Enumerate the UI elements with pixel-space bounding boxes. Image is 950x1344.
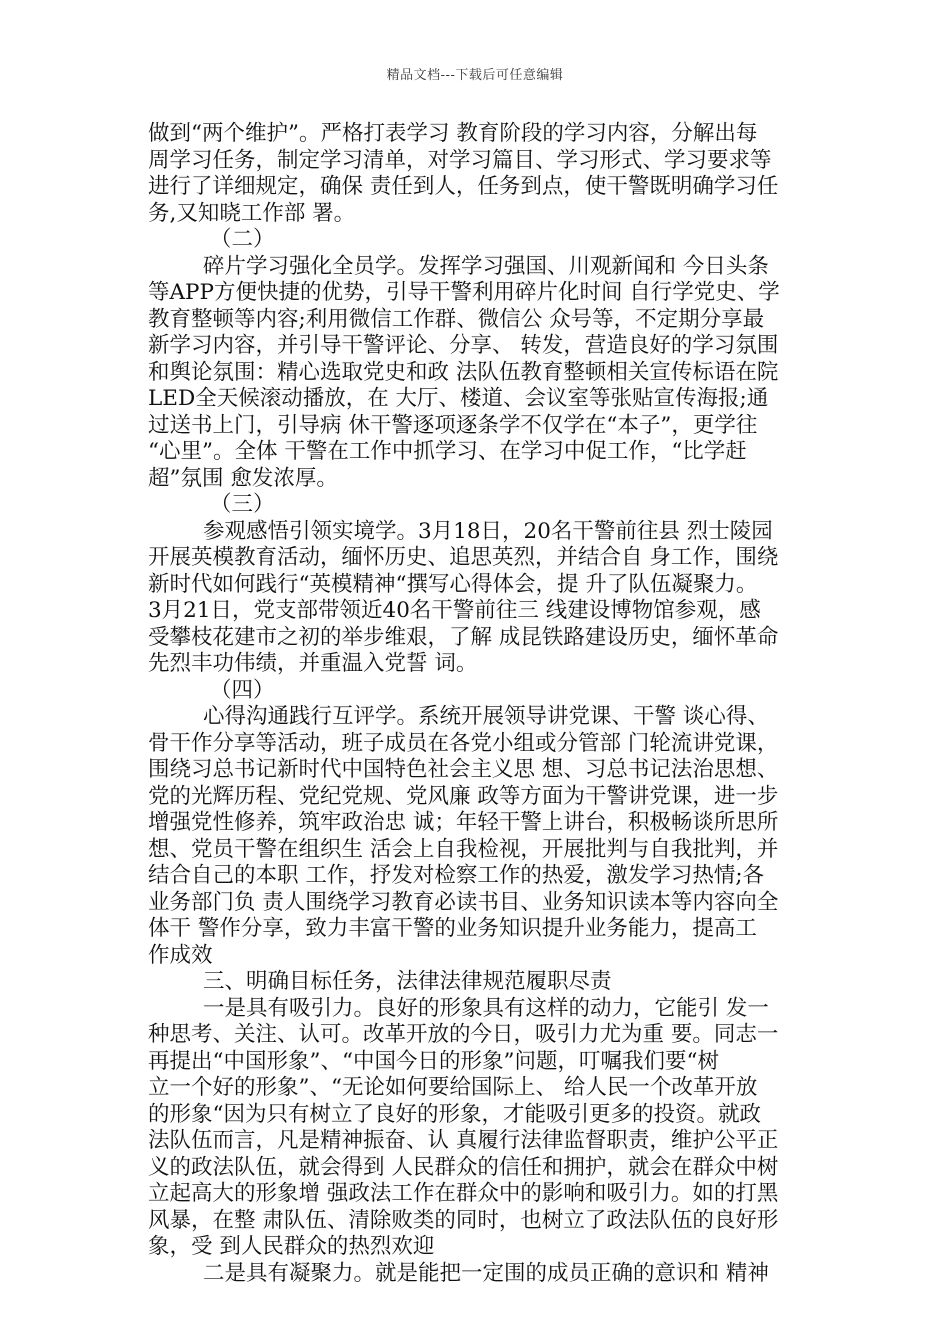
text-line: 二是具有凝聚力。就是能把一定围的成员正确的意识和 精神 (203, 1260, 769, 1286)
page-header: 精品文档---下载后可任意编辑 (386, 68, 564, 83)
text-line: 受攀枝花建市之初的举步维艰，了解 成昆铁路建设历史，缅怀革命 (148, 624, 779, 650)
text-line: （三） (210, 492, 275, 517)
text-line: “心里”。全体 干警在工作中抓学习、在学习中促工作，“比学赶 (148, 439, 747, 464)
text-line: 象，受 到人民群众的热烈欢迎 (148, 1234, 435, 1259)
text-line: 进行了详细规定，确保 责任到人，任务到点，使干警既明确学习任 (148, 174, 779, 199)
text-line: 法队伍而言，凡是精神振奋、认 真履行法律监督职责，维护公平正 (148, 1128, 779, 1153)
text-line: 务,又知晓工作部 署。 (148, 200, 356, 226)
text-line: 教育整顿等内容;利用微信工作群、微信公 众号等，不定期分享最 (148, 306, 765, 332)
text-line: （二） (210, 227, 275, 252)
text-line: 等APP方便快捷的优势，引导干警利用碎片化时间 自行学党史、学 (148, 280, 780, 305)
text-line: 业务部门负 责人围绕学习教育必读书目、业务知识读本等内容向全 (148, 889, 779, 915)
text-line: 新时代如何践行“英模精神“撰写心得体会，提 升了队伍凝聚力。 (148, 571, 758, 597)
text-line: 开展英模教育活动，缅怀历史、追思英烈，并结合自 身工作，围绕 (148, 545, 779, 570)
text-line: 的形象“因为只有树立了良好的形象，才能吸引更多的投资。就政 (148, 1101, 761, 1127)
text-line: 体干 警作分享，致力丰富干警的业务知识提升业务能力，提高工 (148, 916, 757, 941)
text-line: 参观感悟引领实境学。3月18日，20名干警前往县 烈士陵园 (203, 518, 773, 544)
text-line: 碎片学习强化全员学。发挥学习强国、川观新闻和 今日头条 (203, 253, 769, 279)
text-line: 过送书上门，引导病 休干警逐项逐条学不仅学在“本子”，更学往 (148, 412, 758, 438)
text-line: 义的政法队伍，就会得到 人民群众的信任和拥护，就会在群众中树 (148, 1154, 779, 1180)
text-line: 再提出“中国形象”、“中国今日的形象”问题，叮嘱我们要“树 (148, 1048, 719, 1074)
text-line: 三、明确目标任务，法律法律规范履职尽责 (203, 969, 612, 994)
text-line: 立起高大的形象增 强政法工作在群众中的影响和吸引力。如的打黑 (148, 1181, 779, 1206)
text-line: 超”氛围 愈发浓厚。 (148, 465, 338, 491)
text-line: 种思考、关注、认可。改革开放的今日，吸引力尤为重 要。同志一 (148, 1022, 779, 1047)
text-line: 新学习内容，并引导干警评论、分享、 转发，营造良好的学习氛围 (148, 333, 779, 358)
text-line: 做到“两个维护”。严格打表学习 教育阶段的学习内容，分解出每 (148, 121, 758, 146)
text-line: 一是具有吸引力。良好的形象具有这样的动力，它能引 发一 (203, 995, 769, 1021)
text-line: 先烈丰功伟绩，并重温入党誓 词。 (148, 651, 478, 676)
text-line: 3月21日，党支部带领近40名干警前往三 线建设博物馆参观，感 (148, 598, 761, 623)
text-line: 心得沟通践行互评学。系统开展领导讲党课、干警 谈心得、 (203, 704, 769, 729)
text-line: 周学习任务，制定学习清单，对学习篇目、学习形式、学习要求等 (148, 147, 772, 173)
text-line: 立一个好的形象”、“无论如何要给国际上、 给人民一个改革开放 (148, 1075, 758, 1100)
text-line: 风暴，在整 肃队伍、清除败类的同时，也树立了政法队伍的良好形 (148, 1207, 779, 1233)
text-line: 增强党性修养，筑牢政治忠 诚；年轻干警上讲台，积极畅谈所思所 (148, 810, 779, 835)
text-line: 骨干作分享等活动，班子成员在各党小组或分管部 门轮流讲党课， (148, 730, 779, 756)
text-line: （四） (210, 677, 275, 703)
text-line: 党的光辉历程、党纪党规、党风廉 政等方面为干警讲党课，进一步 (148, 783, 779, 809)
text-line: 结合自己的本职 工作，抒发对检察工作的热爱，激发学习热情;各 (148, 863, 765, 888)
text-line: 想、党员干警在组织生 活会上自我检视，开展批判与自我批判，并 (148, 836, 779, 862)
text-line: 和舆论氛围：精心选取党史和政 法队伍教育整顿相关宣传标语在院 (148, 359, 779, 385)
document-body (148, 121, 804, 1287)
text-line: 围绕习总书记新时代中国特色社会主义思 想、习总书记法治思想、 (148, 757, 779, 782)
text-line: LED全天候滚动播放，在 大厅、楼道、会议室等张贴宣传海报;通 (148, 386, 769, 411)
text-line: 作成效 (148, 942, 213, 968)
